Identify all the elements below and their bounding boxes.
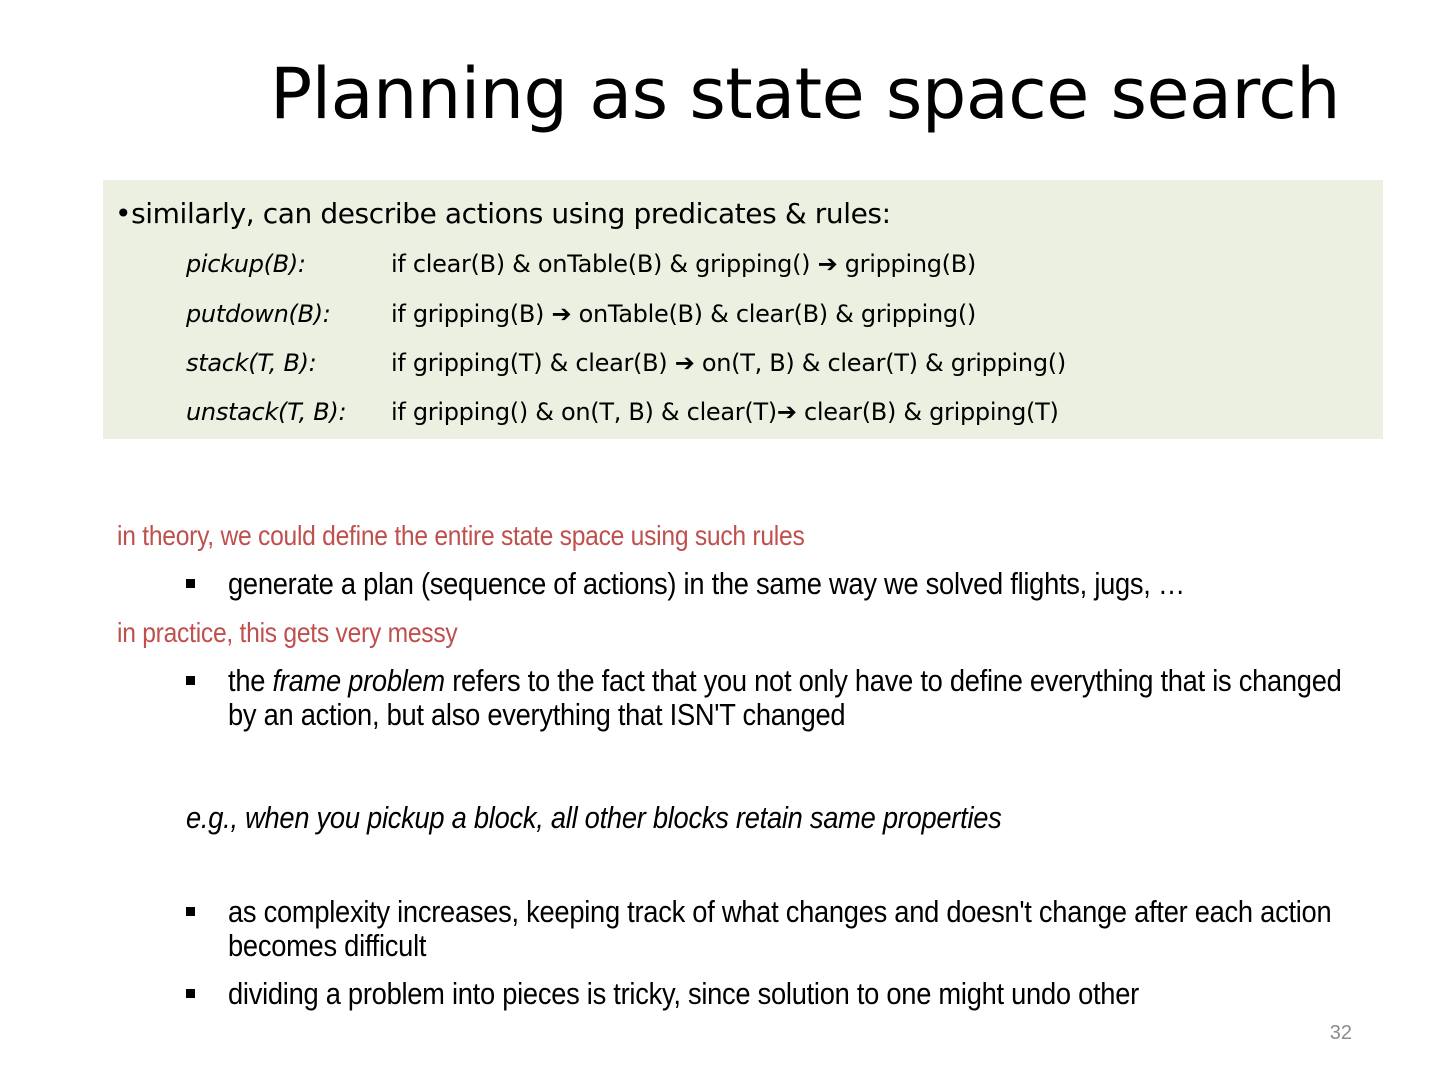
arrow-right-icon: ➔: [551, 300, 572, 328]
rule-condition: if clear(B) & onTable(B) & gripping(): [391, 250, 811, 278]
bullet-square-icon: [186, 907, 195, 916]
frame-problem-term: frame problem: [272, 663, 445, 698]
arrow-right-icon: ➔: [817, 250, 838, 278]
rule-name: putdown(B):: [186, 300, 331, 328]
rules-intro: •similarly, can describe actions using predicates & rules:: [115, 197, 891, 230]
rule-condition: if gripping(B): [391, 300, 545, 328]
slide-title: Planning as state space search: [269, 53, 1341, 135]
rule-body: [391, 346, 1066, 380]
rule-condition: if gripping() & on(T, B) & clear(T): [391, 398, 777, 426]
example-line: e.g., when you pickup a block, all other blocks retain same properties: [186, 800, 1002, 835]
bullet-square-icon: [186, 579, 195, 588]
rule-body: [391, 395, 1059, 429]
arrow-right-icon: ➔: [776, 398, 797, 426]
bullet-square-icon: [186, 676, 195, 685]
bullet-text: generate a plan (sequence of actions) in the same way we solved flights, jugs, …: [228, 566, 1185, 601]
rule-name: stack(T, B):: [186, 349, 317, 377]
arrow-right-icon: ➔: [674, 349, 695, 377]
rule-body: [391, 297, 976, 331]
rule-effect: onTable(B) & clear(B) & gripping(): [578, 300, 976, 328]
rule-body: [391, 247, 976, 281]
rule-condition: if gripping(T) & clear(B): [391, 349, 668, 377]
frame-text-pre: the: [228, 663, 273, 698]
rule-effect: on(T, B) & clear(T) & gripping(): [701, 349, 1066, 377]
rule-effect: gripping(B): [844, 250, 976, 278]
bullet-text: dividing a problem into pieces is tricky, since solution to one might undo other: [228, 976, 1139, 1011]
practice-heading: in practice, this gets very messy: [117, 617, 458, 648]
rule-name: pickup(B):: [186, 250, 306, 278]
bullet-square-icon: [186, 989, 195, 998]
rules-box: [103, 180, 1383, 439]
rule-name: unstack(T, B):: [186, 398, 347, 426]
theory-heading: in theory, we could define the entire state space using such rules: [117, 520, 805, 551]
page-number: 32: [1329, 1022, 1352, 1044]
frame-text-post: refers to the fact that you not only have to define everything that is changed by an action, but also everything that ISN'T changed: [228, 663, 1342, 732]
rule-effect: clear(B) & gripping(T): [804, 398, 1059, 426]
bullet-text: [228, 664, 1368, 732]
bullet-text: as complexity increases, keeping track of what changes and doesn't change after each action becomes difficult: [228, 894, 1332, 963]
